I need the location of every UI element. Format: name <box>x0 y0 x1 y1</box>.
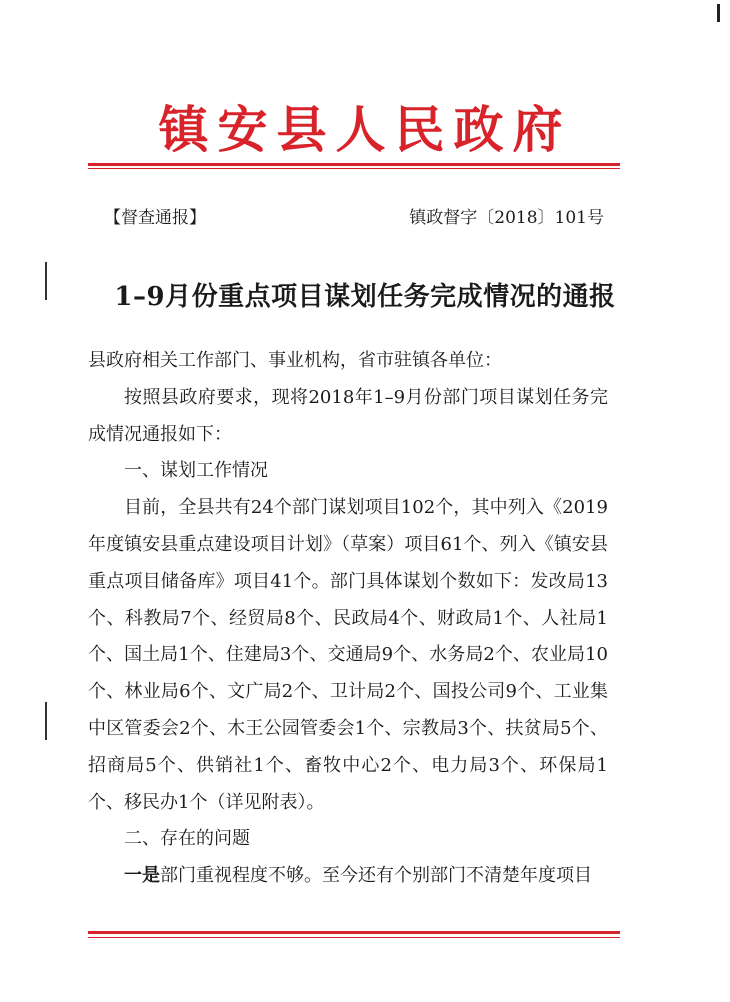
section1-paragraph: 目前，全县共有24个部门谋划项目102个，其中列入《2019年度镇安县重点建设项目计划》（草案）项目61个、列入《镇安县重点项目储备库》项目41个。部门具体谋划个数如下：发改局13个、科教局7个、经贸局8个、民政局4个、财政局1个、人社局1个、国土局1个、住建局3个、交通局9个、水务局2个、农业局10个、林业局6个、文广局2个、卫计局2个、国投公司9个、工业集中区管委会2个、木王公园管委会1个、宗教局3个、扶贫局5个、招商局5个、供销社1个、畜牧中心2个、电力局3个、环保局1个、移民办1个（详见附表）。 <box>88 497 608 813</box>
scan-corner-mark <box>717 4 720 22</box>
salutation: 县政府相关工作部门、事业机构，省市驻镇各单位： <box>88 350 502 371</box>
letterhead-rule-thick <box>88 163 620 166</box>
section2-text: 部门重视程度不够。至今还有个别部门不清楚年度项目 <box>160 865 592 887</box>
document-meta-row <box>104 203 604 229</box>
section1-heading: 一、谋划工作情况 <box>124 460 268 482</box>
binding-mark-lower <box>45 702 47 740</box>
letterhead-rule-thin <box>88 168 620 169</box>
footer-rule-thin <box>88 937 620 938</box>
letterhead-org-name: 镇安县人民政府 <box>158 100 572 159</box>
document-body <box>88 343 608 895</box>
section2-heading: 二、存在的问题 <box>124 828 250 850</box>
footer-rule-thick <box>88 931 620 934</box>
section2-lead: 一是 <box>124 865 160 887</box>
section2-paragraph <box>88 858 608 895</box>
document-number: 镇政督字〔2018〕101号 <box>409 208 604 228</box>
document-title: 1–9月份重点项目谋划任务完成情况的通报 <box>114 282 616 312</box>
intro-paragraph: 按照县政府要求，现将2018年1–9月份部门项目谋划任务完成情况通报如下： <box>88 386 608 445</box>
notice-type-label: 【督查通报】 <box>104 208 206 228</box>
